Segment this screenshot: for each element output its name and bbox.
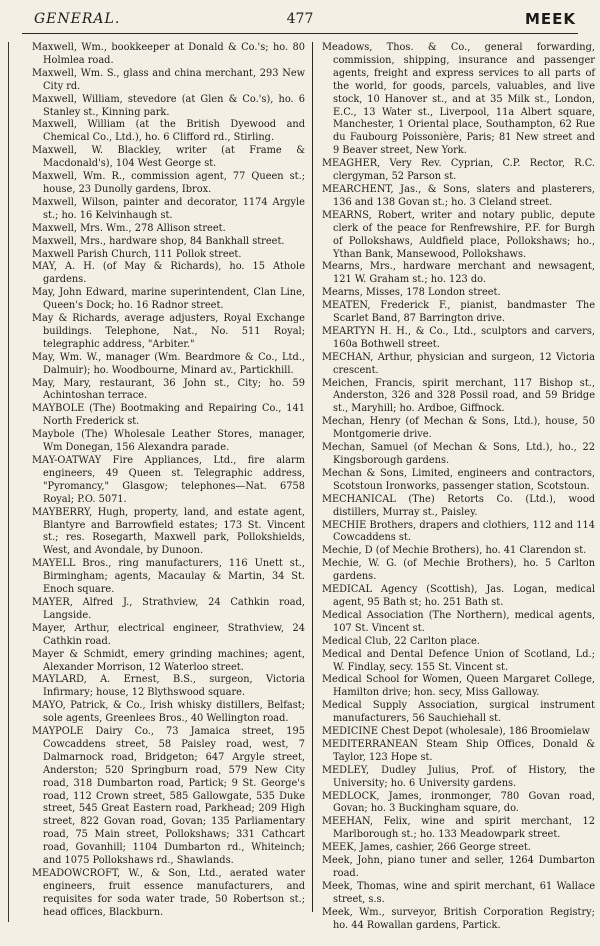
directory-entry: Mechie, D (of Mechie Brothers), ho. 41 Clarendon st. [322, 545, 587, 557]
directory-entry: MAY, A. H. (of May & Richards), ho. 15 Athole gardens. [32, 261, 305, 286]
directory-entry: Medical and Dental Defence Union of Scotland, Ld.; W. Findlay, secy. 155 St. Vincent st. [322, 648, 595, 673]
directory-entry: MEADOWCROFT, W., & Son, Ltd., aerated water engineers, fruit essence manufacturers, and requisites for soda water trade, 50 Robertson st.; head offices, Blackburn. [32, 868, 305, 918]
directory-entry: MECHAN, Arthur, physician and surgeon, 12 Victoria crescent. [322, 351, 595, 376]
directory-entry: Mayer & Schmidt, emery grinding machines; agent, Alexander Morrison, 12 Waterloo street. [32, 648, 305, 673]
directory-entry: Medical Club, 22 Carlton place. [322, 635, 480, 647]
directory-entry: MAYPOLE Dairy Co., 73 Jamaica street, 195 Cowcaddens street, 58 Paisley road, west, 7 Dalmarnock road, Bridgeton; 647 Argyle street, Anderston; 520 Springburn road, 579 New City road, 318 Dumbarton road, Partick; 9 St. George's road, 112 Crown street, 585 Gallowgate, 535 Duke street, 545 Great Eastern road, Parkhead; 209 High street, 822 Govan road, Govan; 135 Parliamentary road, 75 Main street, Pollokshaws; 331 Cathcart road, Govanhill; 1104 Dumbarton rd., Whiteinch; and 1075 Pollokshaws rd., Shawlands. [32, 726, 305, 867]
directory-entry: Maxwell Parish Church, 111 Pollok street. [32, 248, 242, 260]
directory-entry: MEARCHENT, Jas., & Sons, slaters and plasterers, 136 and 138 Govan st.; ho. 3 Cleland street. [322, 183, 595, 208]
page-number: 477 [286, 11, 314, 27]
directory-entry: MEARNS, Robert, writer and notary public, depute clerk of the peace for Renfrewshire, P.F. for Burgh of Pollokshaws, Auldfield place, Pollokshaws; ho., Ythan Bank, Mansewood, Pollokshaws. [322, 209, 595, 260]
directory-entry: Mayer, Arthur, electrical engineer, Strathview, 24 Cathkin road. [32, 622, 305, 647]
directory-entry: MEAGHER, Very Rev. Cyprian, C.P. Rector, R.C. clergyman, 52 Parson st. [322, 158, 595, 183]
directory-entry: Maxwell, Wilson, painter and decorator, 1174 Argyle st.; ho. 16 Kelvinhaugh st. [32, 196, 305, 221]
directory-entry: MEDITERRANEAN Steam Ship Offices, Donald & Taylor, 123 Hope st. [322, 738, 595, 763]
directory-entry: Maxwell, Mrs., hardware shop, 84 Bankhall street. [32, 235, 285, 247]
directory-entry: Meadows, Thos. & Co., general forwarding, commission, shipping, insurance and passenger agents, freight and express services to all parts of the world, for goods, parcels, valuables, and live stock, 10 Hanover st., and at 35 Milk st., London, E.C., 13 Water st., Liverpool, 11a Albert square, Manchester, 1 Oriental place, Southampton, 62 Rue du Faubourg Poissonière, Paris; 81 New street and 9 Beaver street, New York. [322, 42, 595, 157]
directory-entry: MECHIE Brothers, drapers and clothiers, 112 and 114 Cowcaddens st. [322, 519, 595, 544]
left-column [32, 42, 305, 920]
directory-entry: MEEK, James, cashier, 266 George street. [322, 842, 531, 854]
running-head: MEEK [524, 10, 576, 28]
directory-entry: Medical Association (The Northern), medical agents, 107 St. Vincent st. [322, 609, 595, 634]
directory-entry: Mearns, Mrs., hardware merchant and newsagent, 121 W. Graham st.; ho. 123 do. [322, 261, 595, 286]
directory-entry: MEATEN, Frederick F., pianist, bandmaster The Scarlet Band, 87 Barrington drive. [322, 300, 595, 325]
directory-entry: MAYELL Bros., ring manufacturers, 116 Unett st., Birmingham; agents, Macaulay & Martin, 34 St. Enoch square. [32, 558, 305, 596]
directory-entry: MAYBOLE (The) Bootmaking and Repairing Co., 141 North Frederick st. [32, 403, 305, 428]
directory-entry: MAYBERRY, Hugh, property, land, and estate agent, Blantyre and Barrowfield estates; 173 St. Vincent st.; res. Rosegarth, Maxwell park, Pollokshields, West, and Avondale, by Dunoon. [32, 506, 305, 557]
directory-entry: Maxwell, Wm. S., glass and china merchant, 293 New City rd. [32, 67, 305, 92]
directory-entry: Medical School for Women, Queen Margaret College, Hamilton drive; hon. secy, Miss Galloway. [322, 674, 595, 699]
directory-entry: Medical Supply Association, surgical instrument manufacturers, 56 Sauchiehall st. [322, 700, 595, 725]
directory-entry: May, Mary, restaurant, 36 John st., City; ho. 59 Achintoshan terrace. [32, 377, 305, 402]
directory-entry: Mechan, Samuel (of Mechan & Sons, Ltd.), ho., 22 Kingsborough gardens. [322, 442, 595, 466]
directory-entry: May, John Edward, marine superintendent, Clan Line, Queen's Dock; ho. 16 Radnor street. [32, 287, 305, 312]
section-title: GENERAL. [34, 11, 121, 27]
directory-entry: MECHANICAL (The) Retorts Co. (Ltd.), wood distillers, Murray st., Paisley. [322, 493, 595, 518]
directory-entry: Mechie, W. G. (of Mechie Brothers), ho. 5 Carlton gardens. [322, 558, 595, 583]
directory-entry: MEARTYN H. H., & Co., Ltd., sculptors and carvers, 160a Bothwell street. [322, 325, 595, 350]
directory-entry: MAY-OATWAY Fire Appliances, Ltd., fire alarm engineers, 49 Queen st. Telegraphic address, "Pyromancy," Glasgow; telephones—Nat. 6758 Royal; P.O. 5071. [32, 455, 305, 505]
directory-entry: Mearns, Misses, 178 London street. [322, 287, 501, 299]
directory-entry: MEDICINE Chest Depot (wholesale), 186 Broomielaw [322, 726, 590, 738]
directory-entry: Meek, Thomas, wine and spirit merchant, 61 Wallace street, s.s. [322, 880, 595, 905]
column-divider [312, 42, 313, 912]
directory-entry: Maxwell, W. Blackley, writer (at Frame & Macdonald's), 104 West George st. [32, 145, 305, 170]
directory-entry: Meek, John, piano tuner and seller, 1264 Dumbarton road. [322, 855, 595, 879]
directory-entry: Maybole (The) Wholesale Leather Stores, manager, Wm Donegan, 156 Alexandra parade. [32, 429, 305, 454]
directory-entry: MAYO, Patrick, & Co., Irish whisky distillers, Belfast; sole agents, Greenlees Bros., 40 Wellington road. [32, 700, 305, 725]
page-edge-rule [8, 42, 9, 922]
directory-entry: MAYER, Alfred J., Strathview, 24 Cathkin road, Langside. [32, 596, 305, 621]
directory-entry: MEDLEY, Dudley Julius, Prof. of History, the University; ho. 6 University gardens. [322, 764, 595, 789]
page-header [22, 7, 578, 34]
directory-entry: Mechan & Sons, Limited, engineers and contractors, Scotstoun Ironworks, passenger station, Scotstoun. [322, 467, 595, 492]
directory-entry: Maxwell, William (at the British Dyewood and Chemical Co., Ltd.), ho. 6 Clifford rd., Stirling. [32, 119, 305, 144]
directory-entry: Maxwell, Wm. R., commission agent, 77 Queen st.; house, 23 Dunolly gardens, Ibrox. [32, 171, 305, 195]
directory-entry: May & Richards, average adjusters, Royal Exchange buildings. Telephone, Nat., No. 511 Royal; telegraphic address, "Arbiter." [32, 313, 305, 350]
directory-entry: MEEHAN, Felix, wine and spirit merchant, 12 Marlborough st.; ho. 133 Meadowpark street. [322, 816, 595, 841]
directory-entry: MEDICAL Agency (Scottish), Jas. Logan, medical agent, 95 Bath st; ho. 251 Bath st. [322, 584, 595, 608]
directory-entry: Mechan, Henry (of Mechan & Sons, Ltd.), house, 50 Montgomerie drive. [322, 416, 595, 441]
directory-entry: Meek, Wm., surveyor, British Corporation Registry; ho. 44 Rowallan gardens, Partick. [322, 906, 595, 931]
directory-entry: Maxwell, William, stevedore (at Glen & Co.'s), ho. 6 Stanley st., Kinning park. [32, 93, 305, 118]
directory-entry: Maxwell, Wm., bookkeeper at Donald & Co.'s; ho. 80 Holmlea road. [32, 42, 305, 66]
right-column [322, 42, 595, 933]
directory-entry: Meichen, Francis, spirit merchant, 117 Bishop st., Anderston, 326 and 328 Possil road, and 59 Bridge st., Maryhill; ho. Ardboe, Giffnock. [322, 377, 595, 415]
directory-entry: May, Wm. W., manager (Wm. Beardmore & Co., Ltd., Dalmuir); ho. Woodbourne, Minard av., Partickhill. [32, 351, 305, 376]
directory-entry: Maxwell, Mrs. Wm., 278 Allison street. [32, 222, 226, 234]
directory-entry: MAYLARD, A. Ernest, B.S., surgeon, Victoria Infirmary; house, 12 Blythswood square. [32, 674, 305, 699]
directory-entry: MEDLOCK, James, ironmonger, 780 Govan road, Govan; ho. 3 Buckingham square, do. [322, 790, 595, 815]
